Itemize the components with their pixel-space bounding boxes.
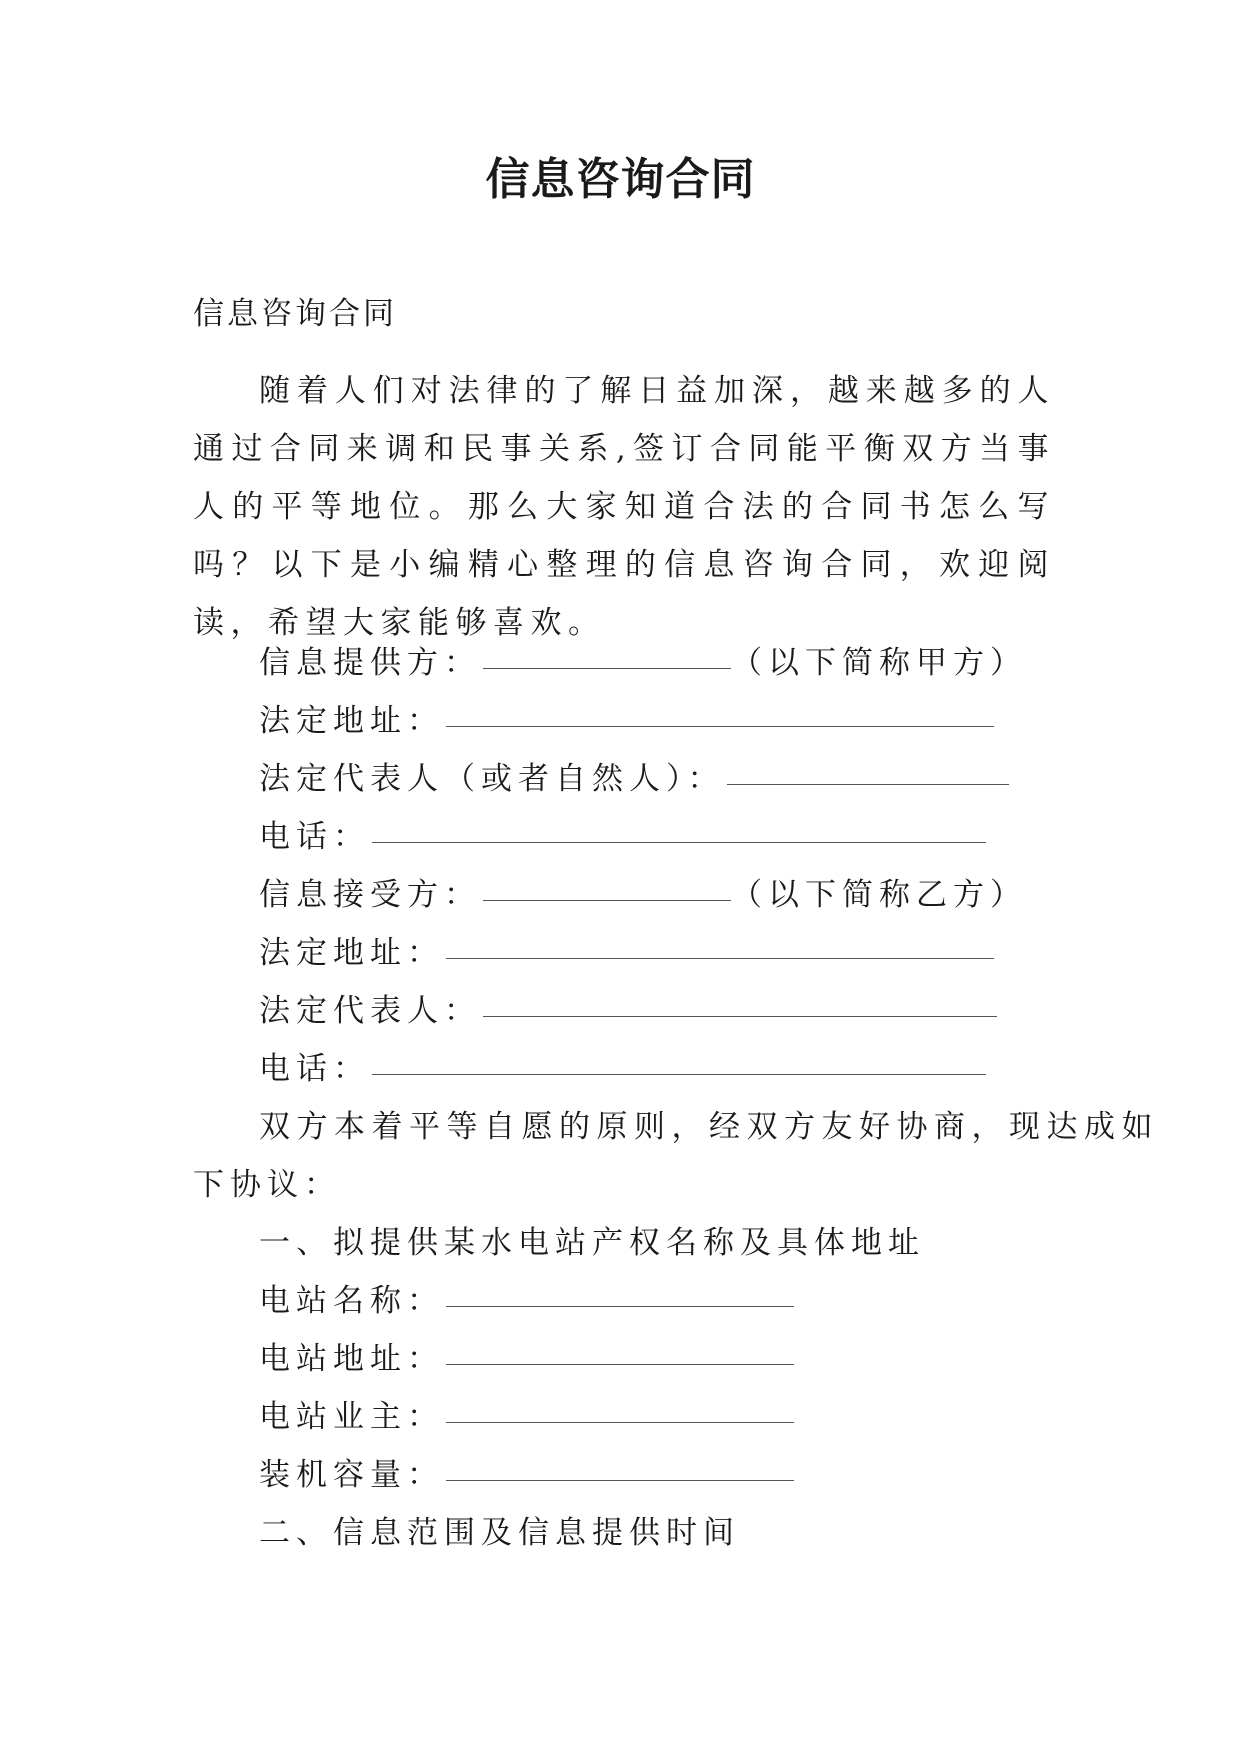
party-a-rep-label: 法定代表人（或者自然人）： xyxy=(259,761,725,797)
party-a-phone-blank[interactable] xyxy=(372,842,986,843)
station-address-blank[interactable] xyxy=(446,1364,794,1365)
party-b-rep-label: 法定代表人： xyxy=(259,993,481,1029)
section-1-heading: 一、拟提供某水电站产权名称及具体地址 xyxy=(259,1225,925,1261)
station-owner-blank[interactable] xyxy=(446,1422,794,1423)
agreement-line-2: 下协议： xyxy=(193,1167,341,1203)
section-2-heading: 二、信息范围及信息提供时间 xyxy=(259,1515,740,1551)
party-b-address-line xyxy=(259,924,994,982)
party-b-suffix: （以下简称乙方） xyxy=(731,877,1027,913)
party-b-label: 信息接受方： xyxy=(259,877,481,913)
party-a-rep-line xyxy=(259,750,1009,808)
station-owner-label: 电站业主： xyxy=(259,1399,444,1435)
party-b-phone-label: 电话： xyxy=(259,1051,370,1087)
party-b-rep-line xyxy=(259,982,997,1040)
capacity-blank[interactable] xyxy=(446,1480,794,1481)
station-name-blank[interactable] xyxy=(446,1306,794,1307)
party-a-label: 信息提供方： xyxy=(259,645,481,681)
party-a-line xyxy=(259,634,1027,692)
party-b-phone-line xyxy=(259,1040,986,1098)
station-address-line xyxy=(259,1330,794,1388)
party-b-blank[interactable] xyxy=(483,900,731,901)
station-name-line xyxy=(259,1272,794,1330)
party-a-address-label: 法定地址： xyxy=(259,703,444,739)
party-a-phone-label: 电话： xyxy=(259,819,370,855)
document-title: 信息咨询合同 xyxy=(485,154,756,205)
party-b-phone-blank[interactable] xyxy=(372,1074,986,1075)
station-address-label: 电站地址： xyxy=(259,1341,444,1377)
party-b-address-blank[interactable] xyxy=(446,958,994,959)
party-b-line xyxy=(259,866,1027,924)
station-owner-line xyxy=(259,1388,794,1446)
capacity-label: 装机容量： xyxy=(259,1457,444,1493)
party-a-address-blank[interactable] xyxy=(446,726,994,727)
capacity-line xyxy=(259,1446,794,1504)
party-b-rep-blank[interactable] xyxy=(483,1016,997,1017)
document-subtitle: 信息咨询合同 xyxy=(193,296,397,332)
agreement-line-1: 双方本着平等自愿的原则，经双方友好协商，现达成如 xyxy=(259,1109,1159,1145)
party-a-rep-blank[interactable] xyxy=(727,784,1009,785)
party-a-phone-line xyxy=(259,808,986,866)
party-a-blank[interactable] xyxy=(483,668,731,669)
party-a-suffix: （以下简称甲方） xyxy=(731,645,1027,681)
intro-paragraph: 随着人们对法律的了解日益加深，越来越多的人通过合同来调和民事关系,签订合同能平衡双方当事人的平等地位。那么大家知道合法的合同书怎么写吗？以下是小编精心整理的信息咨询合同，欢迎阅读，希望大家能够喜欢。 xyxy=(193,373,1055,641)
party-a-address-line xyxy=(259,692,994,750)
party-b-address-label: 法定地址： xyxy=(259,935,444,971)
station-name-label: 电站名称： xyxy=(259,1283,444,1319)
